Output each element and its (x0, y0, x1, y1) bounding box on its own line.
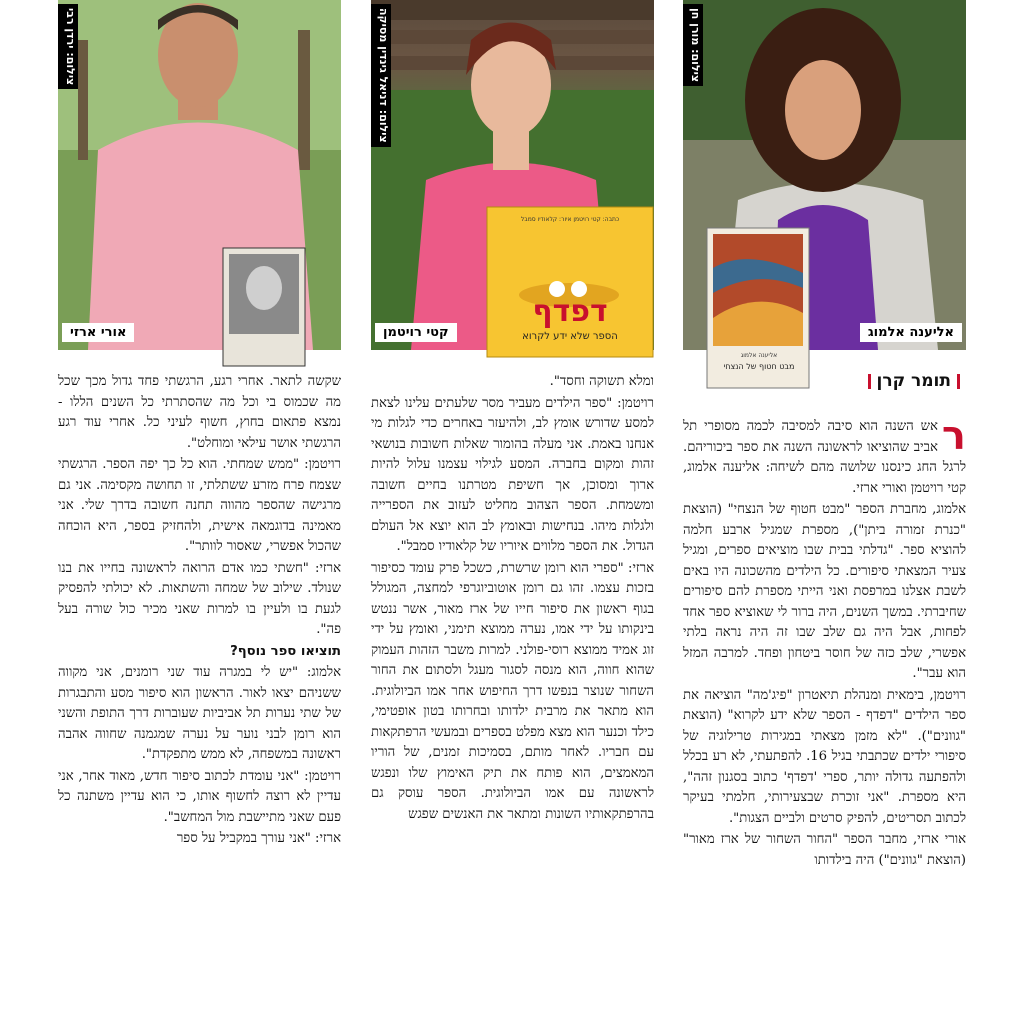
book-authors: כתבה: קטי רויטמן איור: קלאודיו סמבל (520, 216, 620, 223)
paragraph: ארזי: "חשתי כמו אדם הרואה לראשונה בחייו את בנו שנולד. שילוב של שמחה והשתאות. לא יכולתי להפסיק לגעת בו ולעיין בו למרות שאני מכיר כול שורה בעל פה". (58, 560, 341, 637)
photo-kati-roitman (371, 0, 654, 350)
paragraph: רויטמן: "אני עומדת לכתוב סיפור חדש, מאוד אחר, אני עדיין לא רוצה לחשוף אותו, כי הוא עדיין משתנה כל פעם שאני מתיישבת מול המחשב". (58, 768, 341, 825)
child-photo-book (223, 248, 305, 366)
drop-cap: ר (941, 413, 966, 459)
paragraph: שקשה לתאר. אחרי רגע, הרגשתי פחד גדול מכך שכל מה שכמוס בי וכל מה שהסתרתי כל השנים הללו - נמצא פתאום בחוץ, חשוף לעיני כל. אחרי עוד רגע הרגשתי אושר עילאי ומוחלט". (58, 374, 341, 451)
book-subtitle: הספר שלא ידע לקרוא (522, 331, 618, 342)
paragraph: ארזי: "אני עורך במקביל על ספר (176, 831, 341, 846)
photo-credit: צילום: דניאל גינדין מסיקה (371, 4, 391, 147)
photo-eliana-almog (683, 0, 966, 371)
photo-ori-arazi (58, 0, 341, 350)
paragraph: רויטמן: "ספר הילדים מעביר מסר שלעתים עלינו לצאת למסע שדורש אומץ לב, ולהיעזר באחרים כדי לגלות מי אנחנו באמת. אני מעלה בהומור שאלות חשובות בנושאי זהות ומקום בחברה. המסע לגילוי עצמנו עלול להיות ארוך ומסוכן, אך חשיפת מטרתנו בחיים חשובה ומשמחת. הספר הצהוב מחליט לעזוב את הספרייה ולגלות מיהו. בנחישות ובאומץ לב הוא יוצא אל העולם הגדול. את הספר מלווים איוריו של קלאודיו סמבל". (371, 395, 654, 554)
byline-bar-left (868, 374, 871, 389)
photo-caption: אליענה אלמוג (860, 323, 962, 342)
paragraph: אלמוג, מחברת הספר "מבט חטוף של הנצחי" (הוצאת "כנרת זמורה ביתן"), מספרת שמגיל ארבע חלמה להוציא ספר. "גדלתי בבית שבו מוציאים ספרים, ומגיל צעיר המצאתי סיפורים. כל הילדים מהשכונה היו באים לשבת אצלנו במרפסת ואני הייתי מספרת להם סיפורים שחיברתי. במשך השנים, היה ברור לי שאוציא ספר אחד לפחות, אבל היה גם שלב שבו זה היה נראה בלתי אפשרי, שלב כזה של חוסר ביטחון ופחד. למרבה המזל הוא עבר". (683, 502, 966, 681)
byline-author: תומר קרן (876, 371, 951, 391)
article-column-right (683, 413, 967, 1024)
photo-credit: צילום: ירדן רבי (58, 4, 78, 89)
photo-caption: אורי ארזי (62, 323, 134, 342)
photo-credit: צילום: מורן חן (683, 4, 703, 86)
book-author: אליענה אלמוג (740, 352, 778, 359)
book-title: דפדף (532, 294, 608, 329)
paragraph: ומלא תשוקה וחסד". (549, 374, 654, 389)
article-column-middle (371, 372, 654, 1024)
subheading: תוציאו ספר נוסף? (230, 643, 341, 659)
book-title: מבט חטוף של הנצחי (723, 362, 795, 371)
paragraph: אש השנה הוא סיבה למסיבה לכמה מסופרי תל אביב שהוציאו לראשונה השנה את ספר ביכוריהם. לרגל החג כינסנו שלושה מהם לשיחה: אליענה אלמוג, קטי רויטמן ואורי ארזי. (683, 419, 966, 496)
byline-bar-right (957, 374, 960, 389)
paragraph: אורי ארזי, מחבר הספר "החור השחור של ארז מאור" (הוצאת "גוונים") היה בילדותו (683, 832, 966, 868)
article-column-left (58, 372, 341, 1024)
paragraph: אלמוג: "יש לי במגרה עוד שני רומנים, אני מקווה ששניהם יצאו לאור. הראשון הוא סיפור מסע והתבגרות של שתי נערות תל אביביות שעוברות דרך התופת והשני הוא רומן לבני נוער על נערה שמגמנה שחווה אהבה ראשונה במשפחה, לא ממש מתפקדת". (58, 665, 341, 762)
photo-caption: קטי רויטמן (375, 323, 457, 342)
byline (683, 371, 966, 391)
paragraph: ארזי: "ספרי הוא רומן שרשרת, כשכל פרק עומד כסיפור בזכות עצמו. זהו גם רומן אוטוביוגרפי למחצה, המגולל בגוף ראשון את סיפור חייו של ארז מאור, אשר ננטש בינקותו על ידי אמו, נערה ממוצא תימני, ואומץ על ידי זוג אמיד ממוצא רוסי-פולני. למרות משבר הזהות העמוק שהוא חווה, הוא מנסה לסגור מעגל ולסתום את החור השחור שנוצר בנפשו דרך החיפוש אחר אמו הביולוגית. הוא מתאר את מרבית ילדותו ובחרותו בטון אופטימי, כילד וכנער הוא מצא מפלט בספרים ובמעשי הרפתקאות עם חבריו. לאחר מותם, בסמיכות זמנים, של הוריו המאמצים, הוא פותח את תיק האימוץ שלו ונפגש לראשונה עם אמו הביולוגית. הספר עוסק גם בהרפתקאותיו השונות ומתאר את האנשים שפגש (371, 560, 654, 822)
paragraph: רויטמן: "ממש שמחתי. הוא כל כך יפה הספר. הרגשתי שצמח פרח מזרע ששתלתי, זו תחושה מקסימה. אני גם מרגישה שהספר מהווה תחנה חשובה בדרך שלי. אני מאמינה בדוגמאה אישית, ולהחזיק בספר, היא הוכחה שהכול אפשרי, שאסור לוותר". (58, 457, 341, 554)
paragraph: רויטמן, בימאית ומנהלת תיאטרון "פיג'מה" הוציאה את ספר הילדים "דפדף - הספר שלא ידע לקרוא" (הוצאת "גוונים"). "לא מזמן מצאתי במגירות טרילוגיה של סיפורי ילדים שכתבתי בגיל 16. להפתעתי, לא רע בכלל ולהפתעה גדולה יותר, ספרי 'דפדף' כתוב בסגנון זהה", היא מספרת. "אני זוכרת שבצעירותי, חלמתי בעיקר לכתוב תסריטים, להפיק סרטים ולביים הצגות". (683, 687, 967, 826)
